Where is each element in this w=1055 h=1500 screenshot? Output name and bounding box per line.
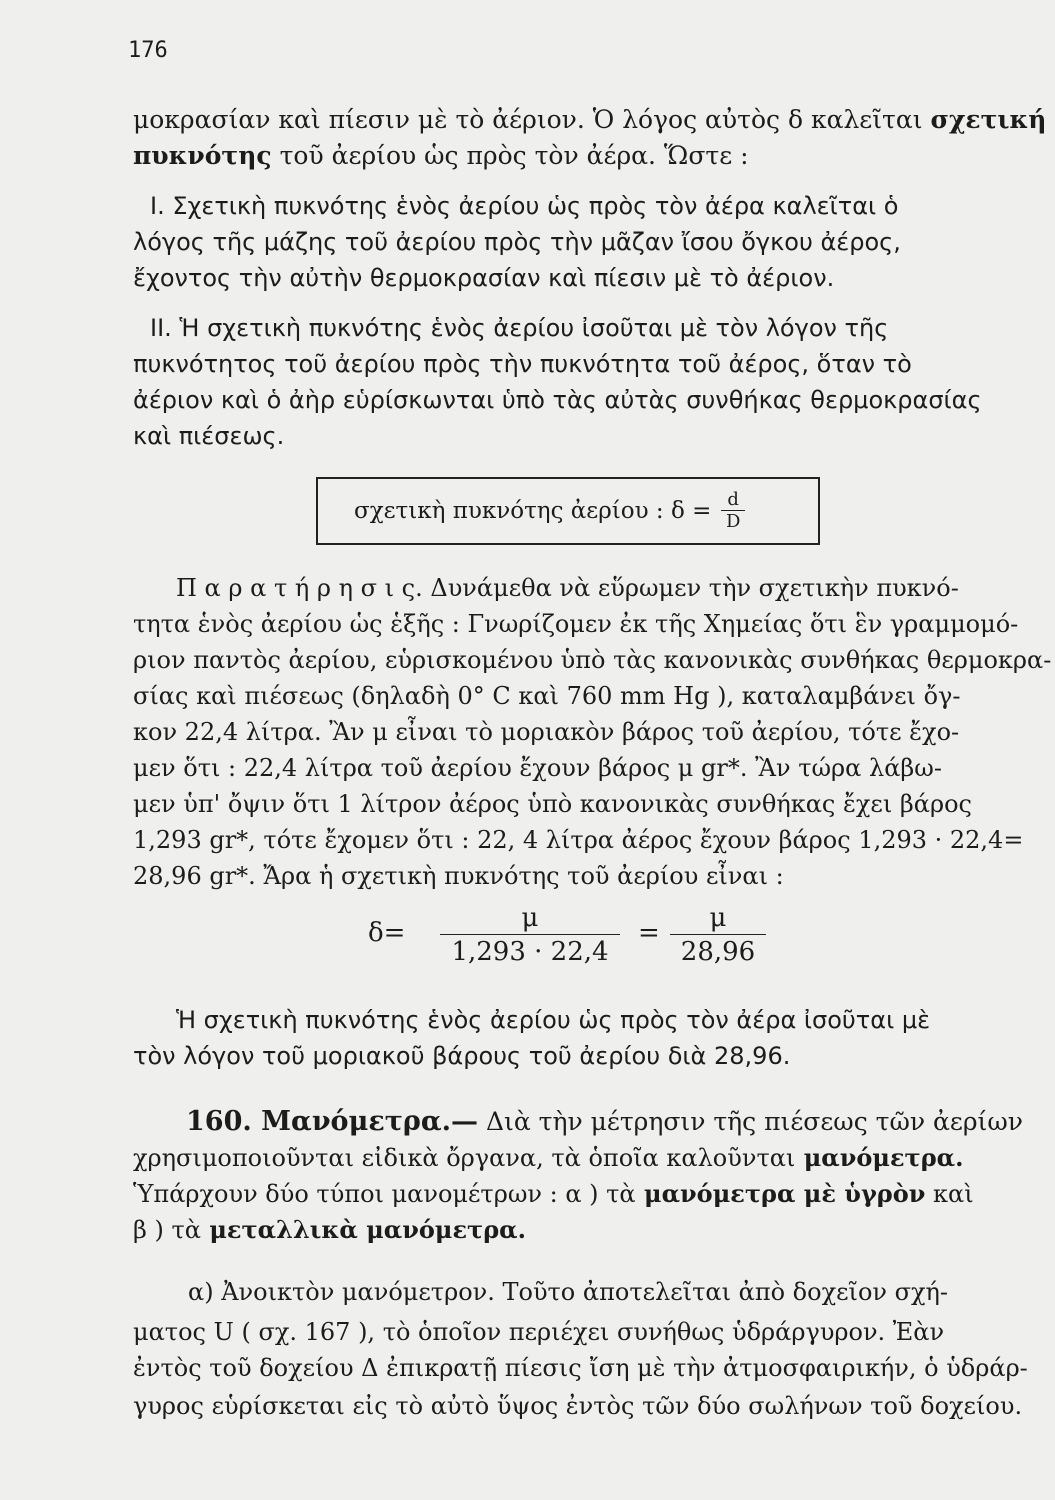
section-heading: 160. Μανόμετρα.—	[186, 1106, 479, 1137]
observation-line: 1,293 gr*, τότε ἔχομεν ὅτι : 22, 4 λίτρα ἀέρος ἔχουν βάρος 1,293 · 22,4=	[133, 826, 1024, 854]
formula-numerator: d	[721, 490, 745, 511]
observation-line: κον 22,4 λίτρα. Ἂν μ εἶναι τὸ μοριακὸν βάρος τοῦ ἀερίου, τότε ἔχο-	[133, 718, 960, 746]
observation-line: μεν ὑπ' ὄψιν ὅτι 1 λίτρον ἀέρος ὑπὸ κανονικὰς συνθήκας ἔχει βάρος	[133, 790, 972, 818]
equation-lhs: δ=	[368, 918, 406, 948]
definition-line: II. Ἡ σχετικὴ πυκνότης ἑνὸς ἀερίου ἰσοῦται μὲ τὸν λόγον τῆς	[150, 314, 889, 342]
bold-term: μανόμετρα.	[795, 1143, 964, 1172]
manometer-line: α) Ἀνοικτὸν μανόμετρον. Τοῦτο ἀποτελεῖται ἀπὸ δοχεῖον σχή-	[188, 1278, 949, 1306]
definition-line: πυκνότητος τοῦ ἀερίου πρὸς τὴν πυκνότητα τοῦ ἀέρος, ὅταν τὸ	[133, 350, 912, 378]
definition-line: ἀέριον καὶ ὁ ἀὴρ εὑρίσκωνται ὑπὸ τὰς αὐτὰς συνθήκας θερμοκρασίας	[133, 386, 982, 414]
observation-line: ριον παντὸς ἀερίου, εὑρισκομένου ὑπὸ τὰς κανονικὰς συνθήκας θερμοκρα-	[133, 646, 1052, 674]
observation-line: σίας καὶ πιέσεως (δηλαδὴ 0° C καὶ 760 mm Hg ), καταλαμβάνει ὄγ-	[133, 682, 961, 710]
definition-line: I. Σχετικὴ πυκνότης ἑνὸς ἀερίου ὡς πρὸς τὸν ἀέρα καλεῖται ὁ	[150, 192, 899, 220]
definition-line: λόγος τῆς μάζης τοῦ ἀερίου πρὸς τὴν μᾶζαν ἴσου ὄγκου ἀέρος,	[133, 228, 901, 256]
conclusion-line: Ἡ σχετικὴ πυκνότης ἑνὸς ἀερίου ὡς πρὸς τὸν ἀέρα ἰσοῦται μὲ	[176, 1006, 931, 1034]
section-line: β ) τὰ μεταλλικὰ μανόμετρα.	[133, 1215, 526, 1244]
formula-fraction	[721, 490, 745, 533]
definition-line: καὶ πιέσεως.	[133, 422, 285, 450]
equation-numerator: μ	[709, 903, 727, 933]
conclusion-line: τὸν λόγον τοῦ μοριακοῦ βάρους τοῦ ἀερίου διὰ 28,96.	[133, 1042, 791, 1070]
manometer-line: γυρος εὑρίσκεται εἰς τὸ αὐτὸ ὕψος ἐντὸς τῶν δύο σωλήνων τοῦ δοχείου.	[133, 1392, 1023, 1420]
equation-fraction-1	[440, 902, 620, 969]
text-line: μοκρασίαν καὶ πίεσιν μὲ τὸ ἀέριον. Ὁ λόγος αὐτὸς δ καλεῖται σχετική	[133, 105, 1047, 134]
text-line: πυκνότης τοῦ ἀερίου ὡς πρὸς τὸν ἀέρα. Ὥστε :	[133, 141, 749, 170]
bold-term: πυκνότης	[133, 141, 272, 170]
observation-line: μεν ὅτι : 22,4 λίτρα τοῦ ἀερίου ἔχουν βάρος μ gr*. Ἂν τώρα λάβω-	[133, 754, 942, 782]
observation-line: τητα ἑνὸς ἀερίου ὡς ἑξῆς : Γνωρίζομεν ἐκ τῆς Χημείας ὅτι ἓν γραμμομό-	[133, 610, 1019, 638]
observation-line: Π α ρ α τ ή ρ η σ ι ς. Δυνάμεθα νὰ εὕρωμεν τὴν σχετικὴν πυκνό-	[176, 574, 959, 602]
bold-term: σχετική	[930, 105, 1047, 134]
formula-box	[316, 477, 820, 545]
formula-denominator: D	[725, 510, 741, 532]
bold-term: μανόμετρα μὲ ὑγρὸν	[635, 1179, 926, 1208]
manometer-line: ματος U ( σχ. 167 ), τὸ ὁποῖον περιέχει συνήθως ὑδράργυρον. Ἐὰν	[133, 1318, 945, 1346]
equation-numerator: μ	[521, 903, 539, 933]
section-line: Ὑπάρχουν δύο τύποι μανομέτρων : α ) τὰ μανόμετρα μὲ ὑγρὸν καὶ	[133, 1179, 974, 1208]
observation-line: 28,96 gr*. Ἄρα ἡ σχετικὴ πυκνότης τοῦ ἀερίου εἶναι :	[133, 862, 784, 890]
equation-denominator: 1,293 · 22,4	[451, 937, 609, 967]
formula-label: σχετικὴ πυκνότης ἀερίου : δ =	[354, 498, 712, 524]
section-line: χρησιμοποιοῦνται εἰδικὰ ὄργανα, τὰ ὁποῖα καλοῦνται μανόμετρα.	[133, 1143, 964, 1172]
definition-line: ἔχοντος τὴν αὐτὴν θερμοκρασίαν καὶ πίεσιν μὲ τὸ ἀέριον.	[133, 264, 835, 292]
section-line: 160. Μανόμετρα.— Διὰ τὴν μέτρησιν τῆς πιέσεως τῶν ἀερίων	[186, 1106, 1023, 1137]
equation-fraction-2	[670, 902, 766, 969]
equation-equals: =	[638, 918, 660, 948]
equation-denominator: 28,96	[680, 937, 756, 967]
bold-term: μεταλλικὰ μανόμετρα.	[200, 1215, 526, 1244]
manometer-line: ἐντὸς τοῦ δοχείου Δ ἐπικρατῇ πίεσις ἴση μὲ τὴν ἀτμοσφαιρικήν, ὁ ὑδράρ-	[133, 1354, 1028, 1382]
page-number: 176	[128, 38, 168, 63]
